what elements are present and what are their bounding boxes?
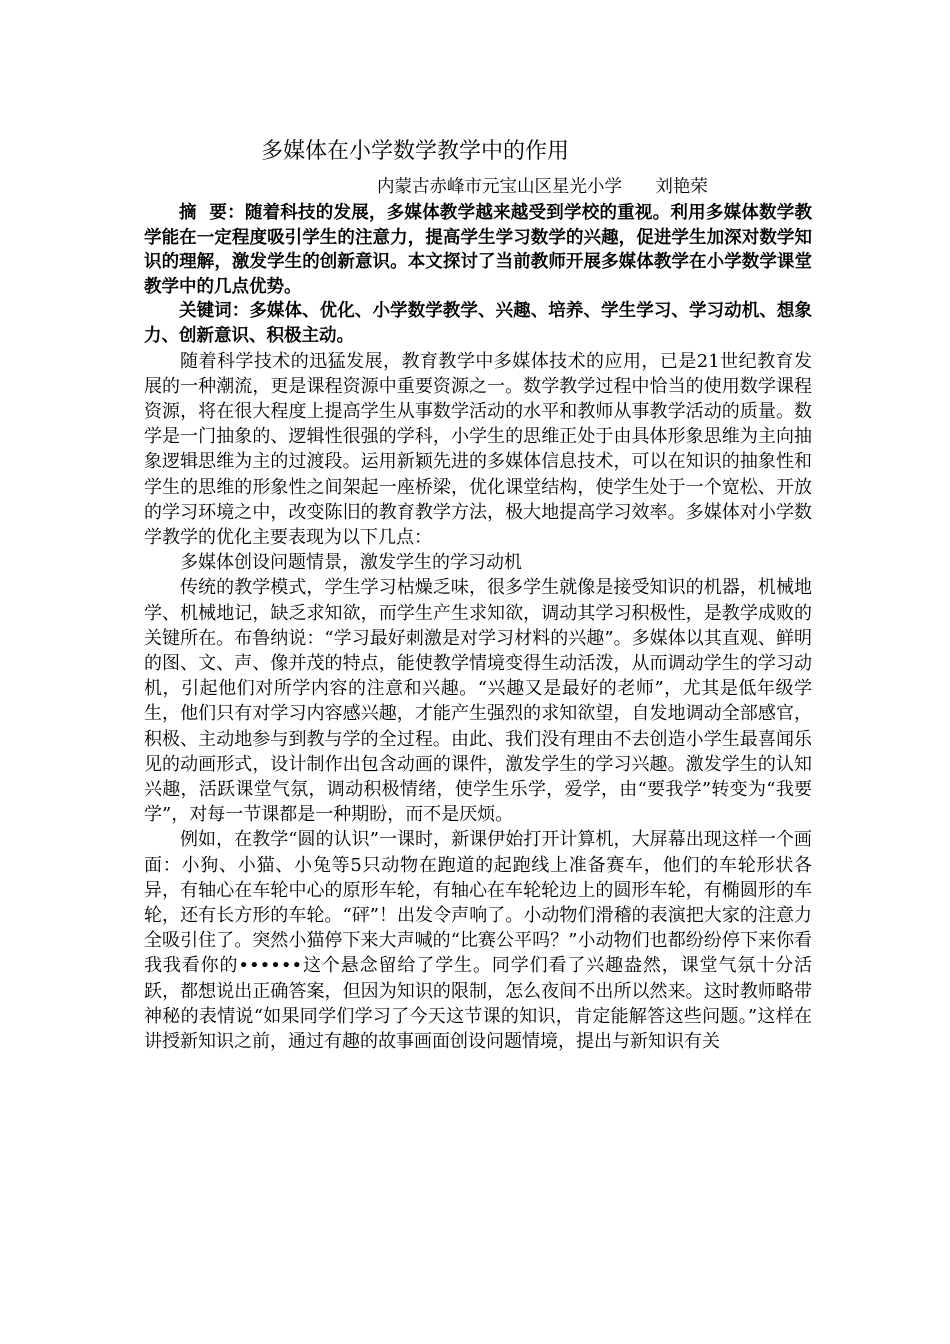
keywords-paragraph — [144, 299, 812, 348]
document-title: 多媒体在小学数学教学中的作用 — [261, 139, 570, 164]
abstract-label: 摘 要： — [179, 203, 245, 223]
body-paragraph: 传统的教学模式，学生学习枯燥乏味，很多学生就像是接受知识的机器，机械地学、机械地记，缺乏求知欲，而学生产生求知欲，调动其学习积极性，是教学成败的关键所在。布鲁纳说：“学习最好刺激是对学习材料的兴趣”。多媒体以其直观、鲜明的图、文、声、像并茂的特点，能使教学情境变得生动活泼，从而调动学生的学习动机，引起他们对所学内容的注意和兴趣。“兴趣又是最好的老师”，尤其是低年级学生，他们只有对学习内容感兴趣，才能产生强烈的求知欲望，自发地调动全部感官，积极、主动地参与到教与学的全过程。由此、我们没有理由不去创造小学生最喜闻乐见的动画形式，设计制作出包含动画的课件，激发学生的学习兴趣。激发学生的认知兴趣，活跃课堂气氛，调动积极情绪，使学生乐学，爱学，由“要我学”转变为“我要学”，对每一节课都是一种期盼，而不是厌烦。 — [144, 577, 812, 826]
author-line: 内蒙古赤峰市元宝山区星光小学 刘艳荣 — [377, 177, 708, 197]
section-heading: 多媒体创设问题情景，激发学生的学习动机 — [180, 552, 522, 574]
abstract-text: 随着科技的发展，多媒体教学越来越受到学校的重视。利用多媒体数学教学能在一定程度吸引学生的注意力，提高学生学习数学的兴趣，促进学生加深对数学知识的理解，激发学生的创新意识。本文探讨了当前教师开展多媒体教学在小学数学课堂教学中的几点优势。 — [144, 203, 812, 297]
abstract-paragraph — [144, 201, 812, 299]
keywords-label: 关键词： — [179, 301, 250, 322]
document-body — [144, 130, 812, 1054]
body-paragraph: 例如，在教学“圆的认识”一课时，新课伊始打开计算机，大屏幕出现这样一个画面：小狗、小猫、小兔等5只动物在跑道的起跑线上准备赛车，他们的车轮形状各异，有轴心在车轮中心的原形车轮，有轴心在车轮轮边上的圆形车轮，有椭圆形的车轮，还有长方形的车轮。“砰”！出发令声响了。小动物们滑稽的表演把大家的注意力全吸引住了。突然小猫停下来大声喊的“比赛公平吗？”小动物们也都纷纷停下来你看我我看你的••••••这个悬念留给了学生。同学们看了兴趣盎然，课堂气氛十分活跃，都想说出正确答案，但因为知识的限制，怎么夜间不出所以然来。这时教师略带神秘的表情说“如果同学们学习了今天这节课的知识，肯定能解答这些问题。”这样在讲授新知识之前，通过有趣的故事画面创设问题情境，提出与新知识有关 — [144, 829, 812, 1053]
body-paragraph-intro: 随着科学技术的迅猛发展，教育教学中多媒体技术的应用，已是21世纪教育发展的一种潮流，更是课程资源中重要资源之一。数学教学过程中恰当的使用数学课程资源，将在很大程度上提高学生从事数学活动的水平和教师从事教学活动的质量。数学是一门抽象的、逻辑性很强的学科，小学生的思维正处于由具体形象思维为主向抽象逻辑思维为主的过渡段。运用新颖先进的多媒体信息技术，可以在知识的抽象性和学生的思维的形象性之间架起一座桥梁，优化课堂结构，使学生处于一个宽松、开放的学习环境之中，改变陈旧的教育教学方法，极大地提高学习效率。多媒体对小学数学教学的优化主要表现为以下几点： — [144, 350, 812, 548]
keywords-text: 多媒体、优化、小学数学教学、兴趣、培养、学生学习、学习动机、想象力、创新意识、积极主动。 — [144, 301, 812, 346]
